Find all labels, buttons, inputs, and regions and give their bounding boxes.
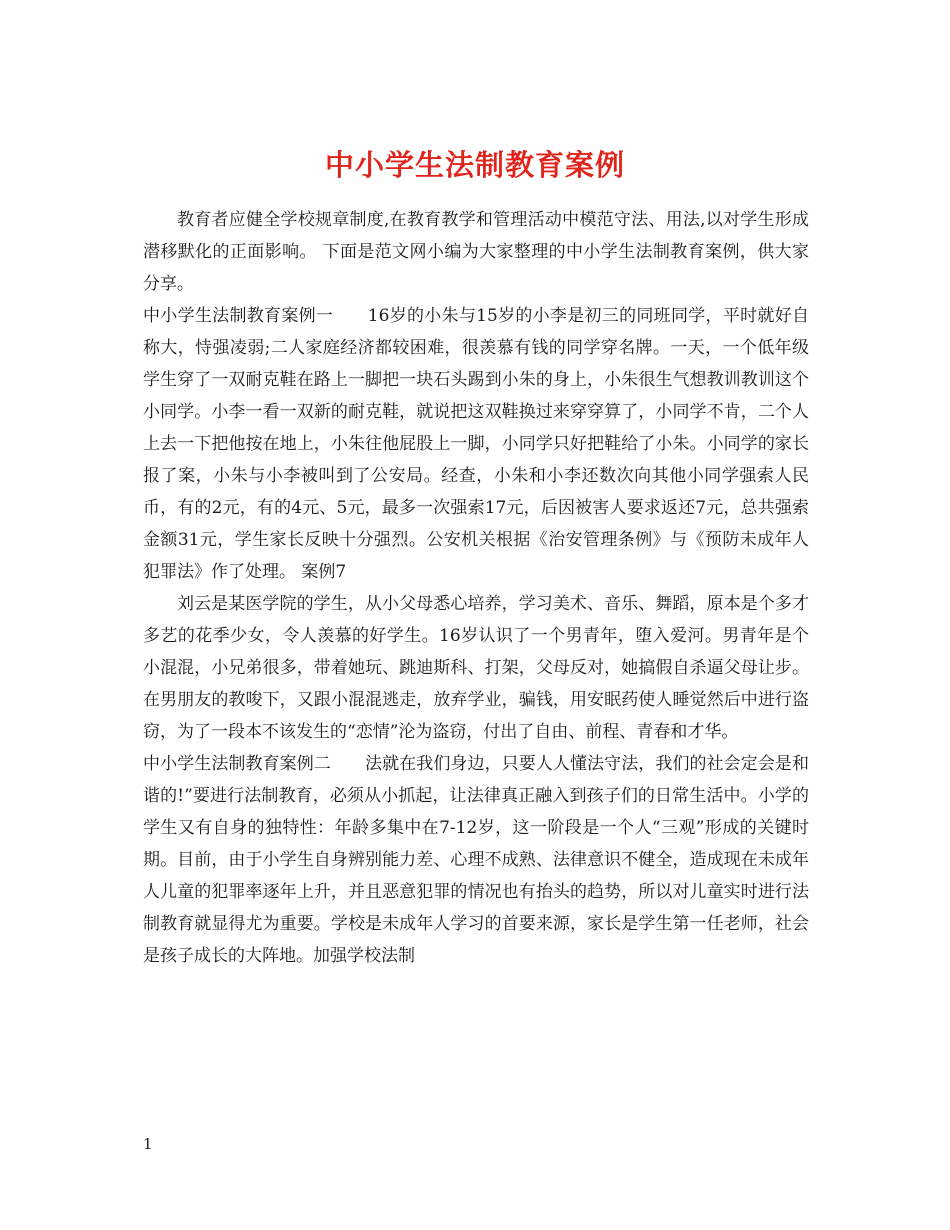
document-body: [143, 204, 809, 972]
paragraph-case-one: 中小学生法制教育案例一 16岁的小朱与15岁的小李是初三的同班同学，平时就好自称大，恃强凌弱;二人家庭经济都较困难，很羡慕有钱的同学穿名牌。一天，一个低年级学生穿了一双耐克鞋在路上一脚把一块石头踢到小朱的身上，小朱很生气想教训教训这个小同学。小李一看一双新的耐克鞋，就说把这双鞋换过来穿穿算了，小同学不肯，二个人上去一下把他按在地上，小朱往他屁股上一脚，小同学只好把鞋给了小朱。小同学的家长报了案，小朱与小李被叫到了公安局。经查，小朱和小李还数次向其他小同学强索人民币，有的2元，有的4元、5元，最多一次强索17元，后因被害人要求返还7元，总共强索金额31元，学生家长反映十分强烈。公安机关根据《治安管理条例》与《预防未成年人犯罪法》作了处理。 案例7: [143, 306, 809, 582]
paragraph-case-seven: 刘云是某医学院的学生，从小父母悉心培养，学习美术、音乐、舞蹈，原本是个多才多艺的花季少女，令人羡慕的好学生。16岁认识了一个男青年，堕入爱河。男青年是个小混混，小兄弟很多，带着她玩、跳迪斯科、打架，父母反对，她搞假自杀逼父母让步。在男朋友的教唆下，又跟小混混逃走，放弃学业，骗钱，用安眠药使人睡觉然后中进行盗窃，为了一段本不该发生的“恋情”沦为盗窃，付出了自由、前程、青春和才华。: [143, 594, 809, 742]
paragraph-intro: 教育者应健全学校规章制度,在教育教学和管理活动中模范守法、用法,以对学生形成潜移默化的正面影响。 下面是范文网小编为大家整理的中小学生法制教育案例，供大家分享。: [143, 210, 809, 294]
paragraph-case-two: 中小学生法制教育案例二 法就在我们身边，只要人人懂法守法，我们的社会定会是和谐的!”要进行法制教育，必须从小抓起，让法律真正融入到孩子们的日常生活中。小学的学生又有自身的独特性：年龄多集中在7-12岁，这一阶段是一个人“三观”形成的关键时期。目前，由于小学生自身辨别能力差、心理不成熟、法律意识不健全，造成现在未成年人儿童的犯罪率逐年上升，并且恶意犯罪的情况也有抬头的趋势，所以对儿童实时进行法制教育就显得尤为重要。学校是未成年人学习的首要来源，家长是学生第一任老师，社会是孩子成长的大阵地。加强学校法制: [143, 754, 809, 966]
document-title: 中小学生法制教育案例: [324, 148, 625, 183]
page-number: 1: [143, 1135, 153, 1153]
